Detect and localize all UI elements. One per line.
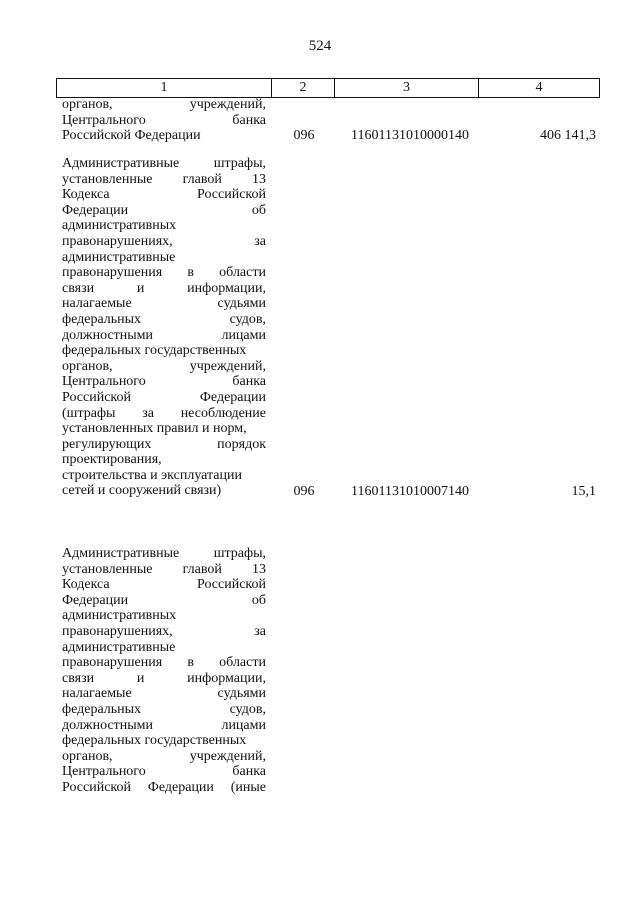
description-line: [62, 546, 266, 562]
description-line: [62, 608, 266, 624]
description-word: Российской: [62, 779, 131, 795]
description-word: Федерации: [62, 592, 129, 608]
description-line: [62, 483, 266, 499]
description-word: Российской: [197, 187, 266, 203]
description-word: Российской: [62, 389, 131, 405]
description-word: 13: [251, 561, 266, 577]
description-word: налагаемые: [62, 296, 132, 312]
description-word: 13: [251, 171, 266, 187]
description-word: должностными: [62, 717, 154, 733]
description-line: [62, 655, 266, 671]
description-word: административные: [62, 249, 176, 265]
description-line: [62, 265, 266, 281]
description-word: судов,: [229, 311, 266, 327]
description-line: [62, 156, 266, 172]
description-line: [62, 128, 266, 144]
description-line: [62, 421, 266, 437]
description-word: (иные: [230, 779, 266, 795]
description-line: [62, 733, 266, 749]
description-word: федеральных государственных: [62, 343, 247, 359]
description-word: правонарушениях,: [62, 233, 173, 249]
description-line: [62, 187, 266, 203]
description-word: и: [136, 670, 145, 686]
description-word: Центрального: [62, 764, 146, 780]
description-line: [62, 562, 266, 578]
description-word: и: [136, 280, 145, 296]
description-line: [62, 172, 266, 188]
description-line: [62, 749, 266, 765]
description-word: лицами: [221, 327, 266, 343]
row-description: [62, 97, 266, 144]
description-word: должностными: [62, 327, 154, 343]
description-word: судьями: [217, 296, 266, 312]
description-word: правонарушениях,: [62, 623, 173, 639]
description-word: об: [251, 592, 266, 608]
description-word: Центрального: [62, 374, 146, 390]
description-line: [62, 468, 266, 484]
description-word: главой: [182, 171, 222, 187]
description-word: об: [251, 202, 266, 218]
description-line: [62, 702, 266, 718]
description-line: [62, 780, 266, 796]
admin-code-cell: 096: [293, 483, 315, 499]
description-line: [62, 686, 266, 702]
description-word: порядок: [217, 436, 266, 452]
description-word: за: [254, 623, 266, 639]
description-word: административных: [62, 218, 177, 234]
description-word: строительства и эксплуатации: [62, 467, 242, 483]
description-line: [62, 640, 266, 656]
description-line: [62, 281, 266, 297]
description-line: [62, 374, 266, 390]
description-word: информации,: [187, 670, 266, 686]
description-word: Кодекса: [62, 187, 110, 203]
description-word: регулирующих: [62, 436, 152, 452]
description-word: федеральных: [62, 311, 142, 327]
description-word: Административные: [62, 156, 180, 171]
description-word: Федерации: [147, 779, 214, 795]
page-number: 524: [308, 38, 332, 54]
description-word: штрафы,: [213, 546, 266, 561]
description-word: области: [219, 265, 266, 281]
description-word: федеральных государственных: [62, 733, 247, 749]
description-line: [62, 390, 266, 406]
description-word: установленные: [62, 561, 153, 577]
row-description: [62, 546, 266, 796]
description-word: правонарушения: [62, 655, 163, 671]
description-line: [62, 359, 266, 375]
description-word: (штрафы: [62, 405, 116, 421]
description-line: [62, 718, 266, 734]
description-line: [62, 218, 266, 234]
description-line: [62, 593, 266, 609]
description-word: установленных правил и норм,: [62, 421, 247, 437]
description-word: области: [219, 655, 266, 671]
amount-cell: 15,1: [571, 483, 596, 499]
description-word: правонарушения: [62, 265, 163, 281]
description-word: Федерации: [199, 389, 266, 405]
kbk-code-cell: 11601131010007140: [351, 483, 469, 499]
description-word: в: [187, 655, 194, 671]
description-word: налагаемые: [62, 686, 132, 702]
description-word: учреждений,: [189, 748, 266, 764]
description-line: [62, 764, 266, 780]
description-word: банка: [232, 764, 266, 780]
description-word: банка: [232, 374, 266, 390]
header-col-1: 1: [57, 79, 272, 97]
amount-cell: 406 141,3: [540, 128, 596, 144]
description-word: за: [142, 405, 154, 421]
description-line: [62, 250, 266, 266]
description-word: Российской Федерации: [62, 128, 201, 144]
description-line: [62, 97, 266, 113]
header-col-2: 2: [272, 79, 335, 97]
description-word: за: [254, 233, 266, 249]
description-word: Федерации: [62, 202, 129, 218]
description-line: [62, 624, 266, 640]
description-line: [62, 452, 266, 468]
description-word: главой: [182, 561, 222, 577]
header-col-3: 3: [335, 79, 479, 97]
kbk-code-cell: 11601131010000140: [351, 128, 469, 144]
description-line: [62, 406, 266, 422]
description-line: [62, 577, 266, 593]
description-word: штрафы,: [213, 156, 266, 171]
description-line: [62, 113, 266, 129]
admin-code-cell: 096: [293, 128, 315, 144]
description-word: административные: [62, 639, 176, 655]
description-word: сетей и сооружений связи): [62, 483, 222, 499]
description-word: Административные: [62, 546, 180, 561]
description-word: органов,: [62, 748, 113, 764]
table-header-row: [56, 78, 600, 98]
description-line: [62, 296, 266, 312]
description-word: банка: [232, 112, 266, 128]
description-word: информации,: [187, 280, 266, 296]
description-word: связи: [62, 280, 95, 296]
description-word: учреждений,: [189, 358, 266, 374]
description-word: несоблюдение: [180, 405, 266, 421]
description-word: судов,: [229, 701, 266, 717]
description-word: Кодекса: [62, 577, 110, 593]
description-word: Российской: [197, 577, 266, 593]
description-line: [62, 234, 266, 250]
description-line: [62, 343, 266, 359]
row-description: [62, 156, 266, 499]
description-word: связи: [62, 670, 95, 686]
description-word: органов,: [62, 358, 113, 374]
header-col-4: 4: [535, 80, 543, 95]
description-word: органов,: [62, 97, 113, 112]
description-word: проектирования,: [62, 452, 162, 468]
description-line: [62, 203, 266, 219]
description-word: федеральных: [62, 701, 142, 717]
description-line: [62, 437, 266, 453]
description-word: Центрального: [62, 112, 146, 128]
description-line: [62, 671, 266, 687]
description-word: судьями: [217, 686, 266, 702]
description-word: административных: [62, 608, 177, 624]
description-word: учреждений,: [189, 97, 266, 112]
description-word: в: [187, 265, 194, 281]
description-word: лицами: [221, 717, 266, 733]
description-line: [62, 328, 266, 344]
description-word: установленные: [62, 171, 153, 187]
description-line: [62, 312, 266, 328]
